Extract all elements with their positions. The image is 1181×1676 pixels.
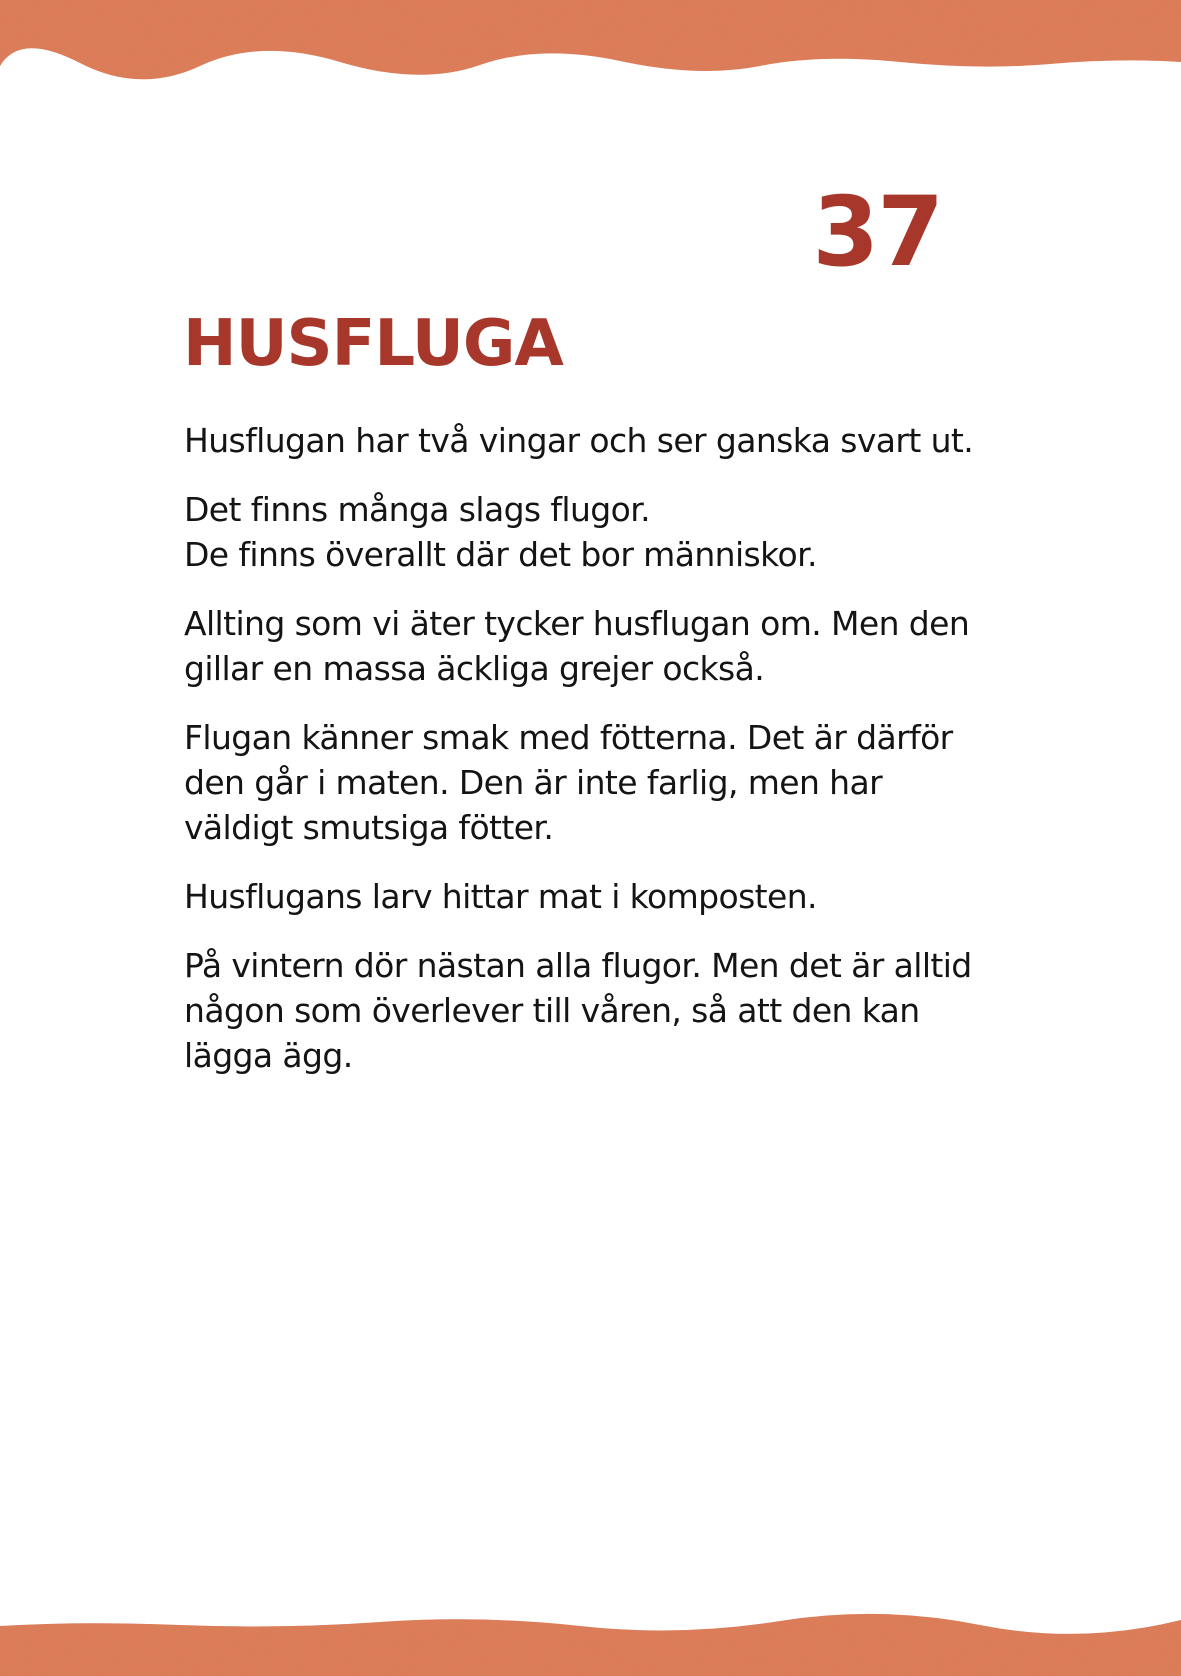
- bottom-watercolor-border: [0, 1586, 1181, 1676]
- paragraph: [184, 487, 984, 577]
- text-line: någon som överlever till våren, så att den kan: [184, 991, 920, 1030]
- text-line: Husflugans larv hittar mat i komposten.: [184, 877, 817, 916]
- text-line: Flugan känner smak med fötterna. Det är därför: [184, 718, 953, 757]
- text-line: gillar en massa äckliga grejer också.: [184, 649, 765, 688]
- text-line: De finns överallt där det bor människor.: [184, 535, 817, 574]
- paragraph: [184, 601, 984, 691]
- page-number: 37: [812, 176, 942, 288]
- text-line: väldigt smutsiga fötter.: [184, 808, 554, 847]
- text-line: På vintern dör nästan alla flugor. Men det är alltid: [184, 946, 972, 985]
- paragraph: [184, 418, 984, 463]
- paragraph: [184, 715, 984, 850]
- text-line: Husflugan har två vingar och ser ganska svart ut.: [184, 421, 974, 460]
- text-line: lägga ägg.: [184, 1036, 353, 1075]
- paragraph: [184, 874, 984, 919]
- text-line: Det finns många slags flugor.: [184, 490, 651, 529]
- page-title: HUSFLUGA: [183, 307, 563, 381]
- top-watercolor-border: [0, 0, 1181, 90]
- body-text: [184, 418, 984, 1102]
- text-line: Allting som vi äter tycker husflugan om. Men den: [184, 604, 970, 643]
- text-line: den går i maten. Den är inte farlig, men har: [184, 763, 883, 802]
- paragraph: [184, 943, 984, 1078]
